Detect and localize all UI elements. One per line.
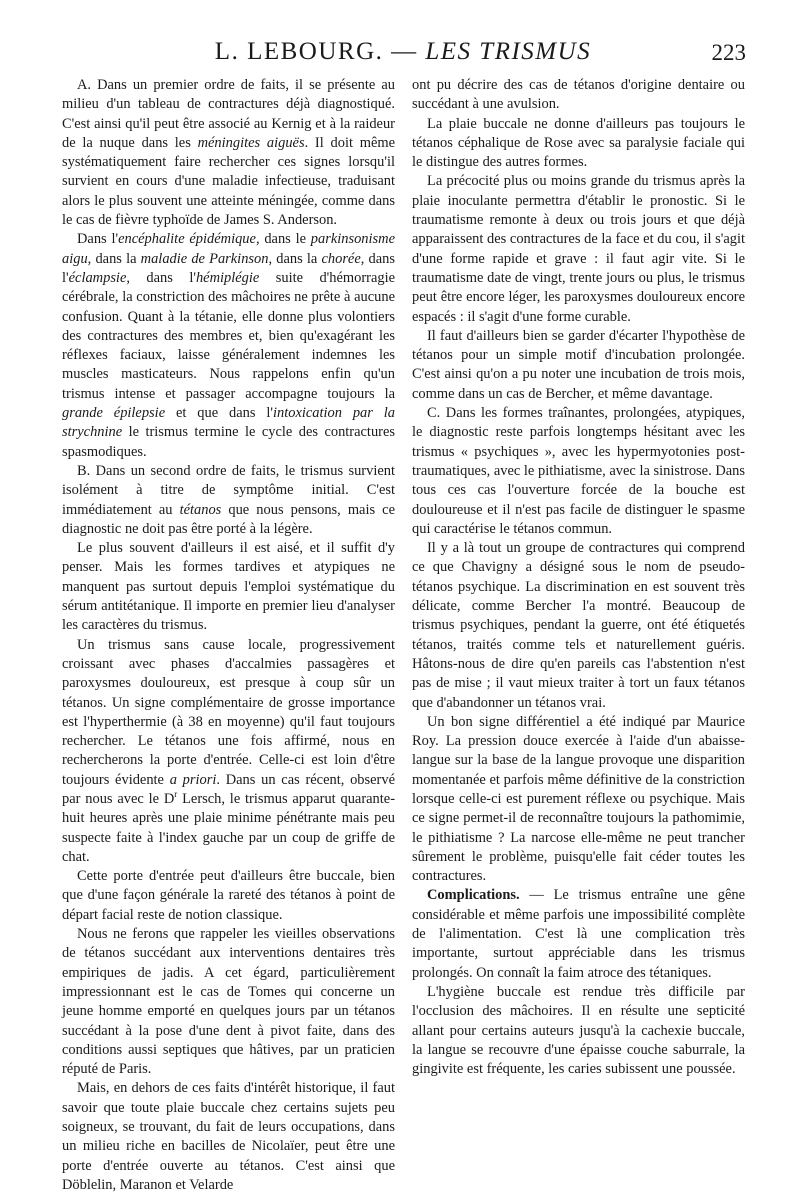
paragraph [62,925,395,1079]
text-run: La précocité plus ou moins grande du trismus après la plaie inoculante permettra d'établir le pronostic. Si le traumatisme remonte à deux ou trois jours et que déjà apparaissent des contractures de la face et du cou, il s'agit d'une forme rapide et grave : il faut agir vite. Si le traumatisme date de vingt, trente jours ou plus, le trismus peut être encore léger, les paroxysmes douloureux encore espacés : il s'agit d'une forme curable. [412,173,745,325]
section-heading: Complications. [427,887,520,904]
italic-term: chorée [321,250,361,267]
header-author: L. LEBOURG. [214,38,384,65]
paragraph [62,636,395,868]
text-run: ont pu décrire des cas de tétanos d'origine dentaire ou succédant à une avulsion. [412,77,745,113]
paragraph [412,886,745,982]
text-run: . Il doit même systématiquement faire rechercher ces signes lorsqu'il survient en cours d'une maladie infectieuse, traduisant alors le plus souvent une atteinte méningée, comme dans le cas de fièvre typhoïde de James S. Anderson. [62,134,395,229]
italic-term: méningites aiguës [197,134,305,151]
text-run: La plaie buccale ne donne d'ailleurs pas toujours le tétanos céphalique de Rose avec sa paralysie faciale qui le distingue des autres formes. [412,115,745,171]
text-run: Il faut d'ailleurs bien se garder d'écarter l'hypothèse de tétanos pour un simple motif d'incubation prolongée. C'est ainsi qu'on a pu noter une incubation de trois mois, comme dans un cas de Bercher, et même davantage. [412,327,745,402]
text-run: , dans l' [62,250,395,286]
paragraph [412,983,745,1079]
italic-term: maladie de Parkinson [140,250,269,267]
header-article-title: LES TRISMUS [425,38,592,65]
text-run: , dans l' [126,269,196,286]
paragraph [62,1079,395,1195]
header-title [60,38,746,66]
text-run: Cette porte d'entrée peut d'ailleurs être buccale, bien que d'une façon générale la rareté des tétanos à point de départ facial reste de notion classique. [62,868,395,923]
italic-term: éclampsie [68,269,127,286]
paragraph [412,713,745,887]
paragraph [412,76,745,115]
text-run: et que dans l' [165,405,273,422]
paragraph [62,867,395,925]
page-number: 223 [711,40,746,65]
paragraph [62,76,395,230]
paragraph [62,462,395,539]
paragraph [62,539,395,635]
text-run: Le plus souvent d'ailleurs il est aisé, et il suffit d'y penser. Mais les formes tardives et atypiques ne manquent pas surtout depuis l'emploi systématique du sérum antitétanique. Il importe en premier lieu d'analyser les caractères du trismus. [62,540,395,634]
text-run: le trismus termine le cycle des contractures spasmodiques. [62,424,395,460]
italic-term: grande épilepsie [62,405,166,422]
text-run: Un trismus sans cause locale, progressivement croissant avec phases d'accalmies passagères et paroxysmes douloureux, est presque à coup sûr un tétanos. Un signe complémentaire de grosse importance est l'hyperthermie (à 38 en moyenne) qu'il faut toujours rechercher. Le tétanos une fois affirmé, nous en rechercherons la porte d'entrée. Celle-ci est loin d'être toujours évidente [62,636,395,788]
header-dash: — [391,38,418,65]
text-run: Dans l' [77,231,119,248]
text-run: suite d'hémorragie cérébrale, la constriction des mâchoires ne prête à aucune confusion. Quant à la tétanie, elle donne plus volontiers des contractures des membres et, bien qu'exagérant les réflexes faciaux, laisse généralement indemnes les muscles masticateurs. Nous rappelons enfin qu'un trismus intense et passager accompagne toujours la [62,269,395,402]
paragraph [412,327,745,404]
text-run: Nous ne ferons que rappeler les vieilles observations de tétanos succédant aux interventions dentaires très empiriques de jadis. A cet égard, particulièrement impressionnant est le cas de Tomes qui concerne un jeune homme emporté en quelques jours par un tétanos succédant à la pose d'une dent à pivot faite, dans des conditions aussi septiques que hâtives, par un praticien réputé de Paris. [62,926,395,1078]
right-column [412,76,745,1116]
superscript: r [174,789,178,800]
paragraph [62,230,395,462]
text-run: B. Dans un second ordre de faits, le trismus survient isolément à titre de symptôme initial. C'est immédiatement au [62,462,395,518]
italic-term: hémiplégie [195,269,260,286]
text-run: . Dans un cas récent, observé par nous avec le D [62,771,395,807]
text-run: Lersch, le trismus apparut quarante-huit heures après une plaie minime pénétrante mais peu suspecte faite à l'index gauche par un coup de griffe de chat. [62,790,396,865]
text-run: Un bon signe différentiel a été indiqué par Maurice Roy. La pression douce exercée à l'aide d'un abaisse-langue sur la base de la langue provoque une disparition momentanée et parfois même définitive de la constriction lorsque celle-ci est purement réflexe ou psychique. Mais ce signe permet-il de reconnaître toujours la pathomimie, le pithiatisme ? La narcose elle-même ne peut trancher sûrement le problème, puisqu'elle fait céder toutes les contractures. [412,713,745,885]
running-header [60,38,746,68]
left-column [62,76,396,1193]
text-run: C. Dans les formes traînantes, prolongées, atypiques, le diagnostic reste parfois longtemps hésitant avec les trismus « psychiques », avec les hypermyotonies post-traumatiques, avec le pithiatisme, avec la sinistrose. Dans tous ces cas l'ouverture forcée de la bouche est douloureuse et il n'est pas facile de distinguer le spasme qui caractérise le tétanos commun. [412,405,745,537]
text-run: , dans le [255,231,311,248]
paragraph [412,539,745,713]
paragraph [412,404,745,539]
text-run: L'hygiène buccale est rendue très difficile par l'occlusion des mâchoires. Il en résulte une septicité allant pour certains auteurs jusqu'à la cachexie buccale, la langue se recouvre d'une épaisse couche saburrale, la gingivite est fréquente, les caries subissent une poussée. [412,983,745,1078]
text-run: Il y a là tout un groupe de contractures qui comprend ce que Chavigny a désigné sous le nom de pseudo-tétanos psychique. La discrimination en est souvent très délicate, comme Bercher l'a montré. Beaucoup de trismus psychiques, pendant la guerre, ont été étiquetés tétanos, traités comme tels et naturellement guéris. Hâtons-nous de dire qu'en pareils cas l'abstention n'est pas de mise ; il vaut mieux traiter à tort un faux tétanos que d'abandonner un tétanos vrai. [412,540,745,711]
text-run: A. Dans un premier ordre de faits, il se présente au milieu d'un tableau de contractures déjà diagnostiqué. C'est ainsi qu'il peut être associé au Kernig et à la raideur de la nuque dans les [62,77,395,151]
paragraph [412,172,745,326]
text-run: Mais, en dehors de ces faits d'intérêt historique, il faut savoir que toute plaie buccale chez certains sujets peu soigneux, se trouvant, du fait de leurs occupations, dans un milieu riche en bacilles de Nicolaïer, peut être une porte d'entrée ouverte au tétanos. C'est ainsi que Döblelin, Maranon et Velarde [62,1080,395,1193]
paragraph [412,115,745,173]
italic-term: intoxication par la strychnine [62,405,395,441]
italic-term: a priori [169,771,217,788]
italic-term: parkinsonisme aigu [62,231,395,267]
text-run: — Le trismus entraîne une gêne considérable et même parfois une impossibilité complète de l'alimentation. C'est là une complication très importante, surtout appréciable dans les trismus prolongés. On connaît la faim atroce des tétaniques. [412,887,745,981]
text-run: , dans la [268,250,322,267]
italic-term: tétanos [179,501,222,518]
text-run: que nous pensons, mais ce diagnostic ne doit pas être porté à la légère. [62,501,395,537]
text-run: , dans la [87,250,141,267]
italic-term: encéphalite épidémique [118,231,256,248]
